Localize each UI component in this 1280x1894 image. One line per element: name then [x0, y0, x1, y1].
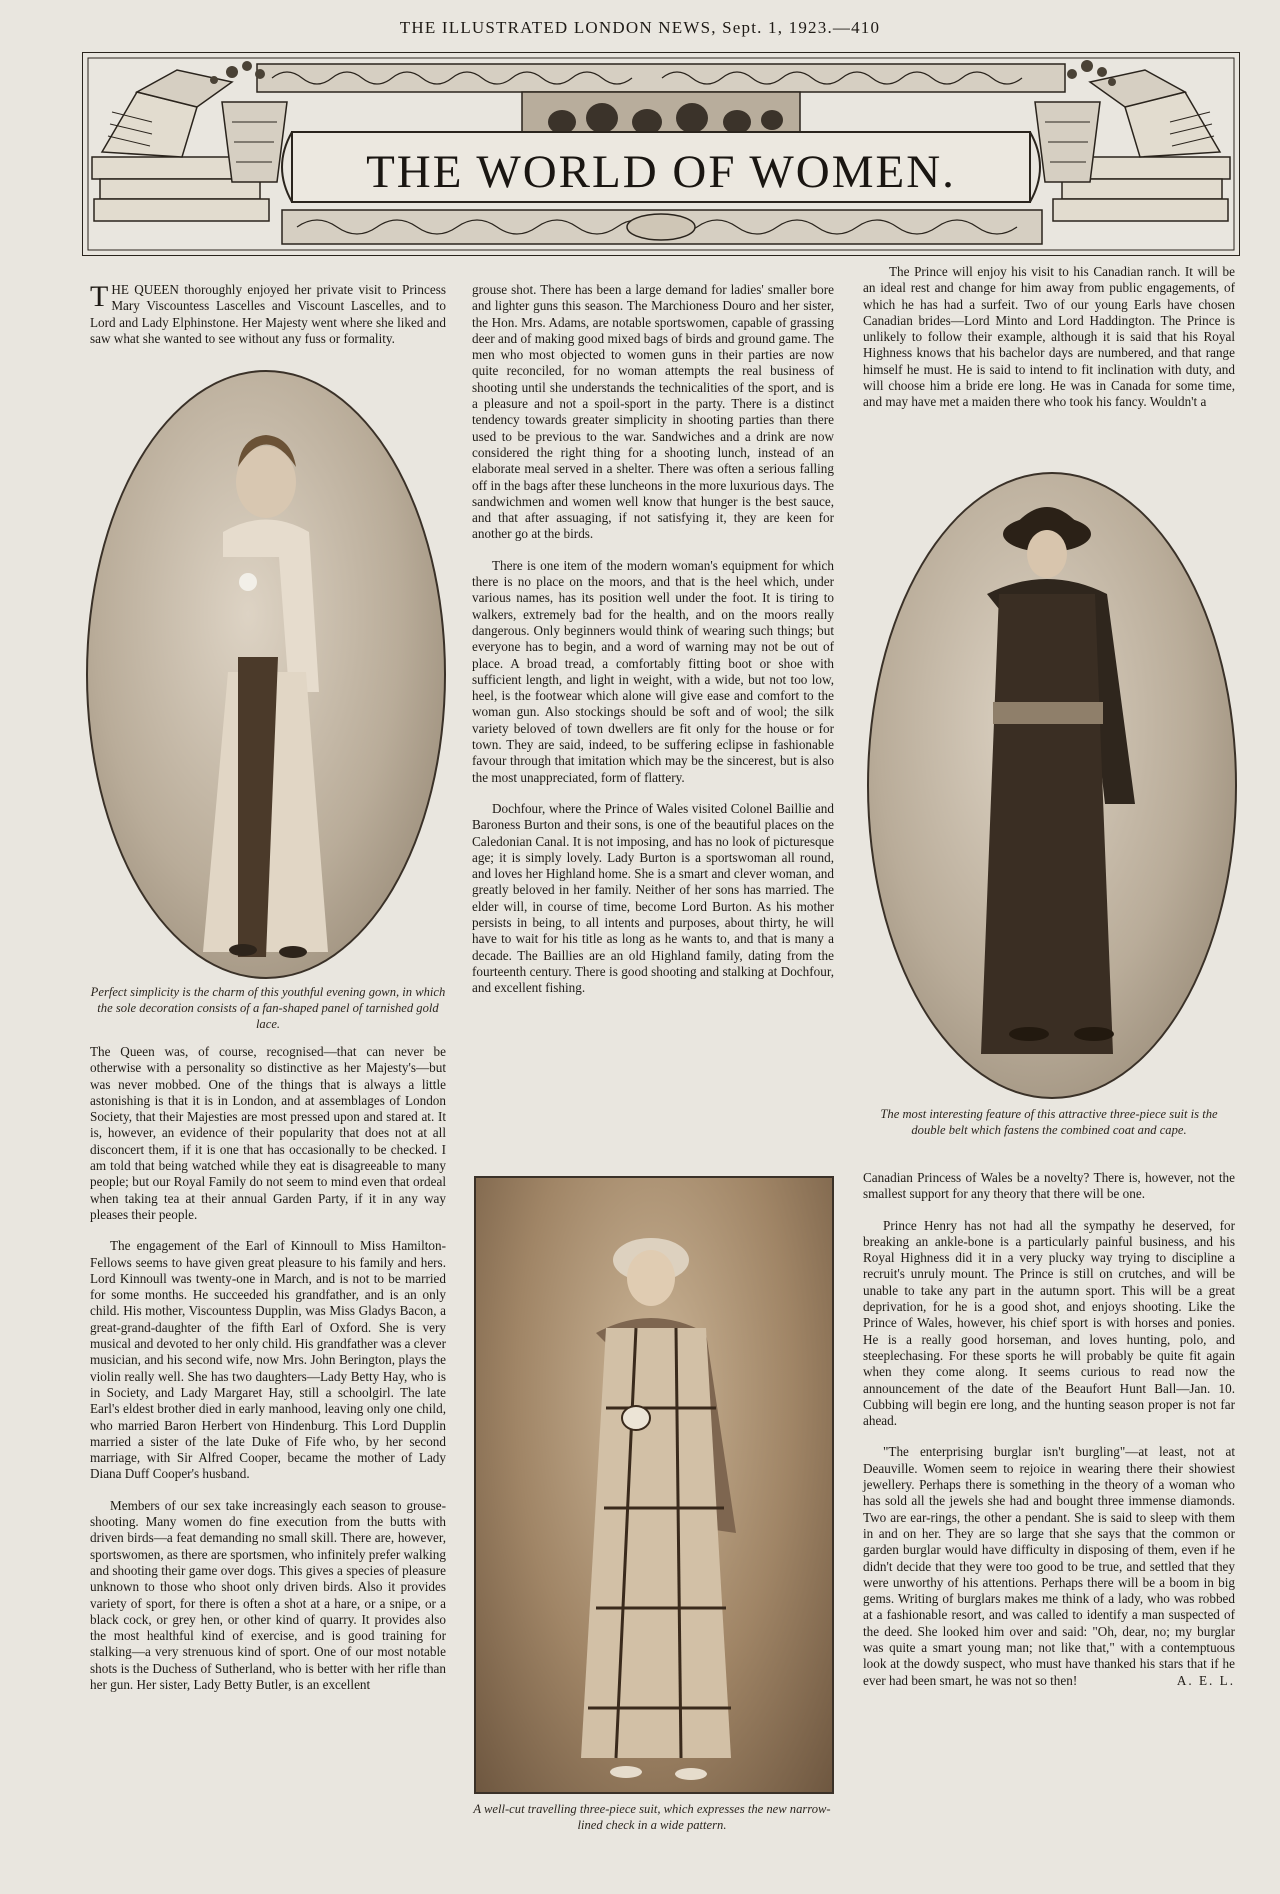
paragraph: The Prince will enjoy his visit to his Canadian ranch. It will be an ideal rest and change for him away from public engagements, of which he has had a surfeit. Two of our young Earls have chosen Canadian brides—Lord Minto and Lord Haddington. The Prince is unlikely to follow their example, although it is said that his Royal Highness knows that his bachelor days are numbered, and that range himself he must. He is said to intend to fit inclination with duty, and will choose him a bride ere long. He was in Canada for some time, and may have met a maiden there who took his fancy. Wouldn't a	[863, 264, 1235, 410]
column-2-body	[472, 282, 834, 1011]
photo-evening-gown	[86, 370, 446, 979]
photo-coat-cape-suit	[867, 472, 1237, 1099]
author-signoff: A. E. L.	[1176, 1672, 1235, 1688]
woman-in-coat-and-cape-image	[869, 474, 1235, 1097]
paragraph: Members of our sex take increasingly each season to grouse-shooting. Many women do fine execution from the butts with driven birds—a feat demanding no small skill. There are, however, sportswomen, as there are sportsmen, who infinitely prefer walking and shooting their game over dogs. This gives a species of pleasure unknown to those who shoot only driven birds. Also it provides variety of sport, for there is often a shot at a hare, or a snipe, or a black cock, or grey hen, or other kind of quarry. It provides also the most healthful kind of exercise, and is good training for stalking—a very strenuous kind of sport. One of our most notable shots is the Duchess of Sutherland, who is better with her rifle than her gun. Her sister, Lady Betty Butler, is an excellent	[90, 1497, 446, 1692]
running-head: THE ILLUSTRATED LONDON NEWS, Sept. 1, 1923.—410	[399, 18, 881, 37]
section-title: THE WORLD OF WOMEN.	[366, 146, 956, 198]
photo-travelling-suit	[474, 1176, 834, 1794]
paragraph: The Queen was, of course, recognised—that can never be otherwise with a personality so distinctive as her Majesty's—but was never mobbed. One of the things that is always a little astonishing is that it is in London, and at assemblages of London Society, that their Majesties are most pressed upon and stared at. It is, however, an evidence of their popularity that does not at all disconcert them, if it is one that has occasionally to be checked. I am told that being watched while they eat is disagreeable to many people; but our Royal Family do not seem to mind even that ordeal when taking tea at their annual Garden Party, if it in any way pleases their people.	[90, 1044, 446, 1222]
woman-in-check-suit-image	[476, 1178, 832, 1792]
column-1-body	[90, 1044, 446, 1708]
opening-paragraph: THE QUEEN thoroughly enjoyed her private visit to Princess Mary Viscountess Lascelles and Viscount Lascelles, and to Lord and Lady Elphinstone. Her Majesty went where she liked and saw what she wanted to see without any fuss or formality.	[90, 280, 446, 346]
paragraph: Prince Henry has not had all the sympathy he deserved, for breaking an ankle-bone is a particularly painful business, and his Royal Highness did it in a very plucky way trying to discipline a recruit's unruly mount. The Prince is still on crutches, and will be unable to take any part in the autumn sport. This will be a great deprivation, for he is a good shot, and enjoys shooting. Like the Prince of Wales, however, his chief sport is with horses and ponies. He is a really good horseman, and loves hunting, polo, and steeplechasing. For these sports he will probably be quite fit again when they come along. It seems curious to read now the announcement of the date of the Beaufort Hunt Ball—Jan. 10. Cubbing will begin ere long, and the hunting season proper is not far ahead.	[863, 1217, 1235, 1429]
caption-coat-cape-suit: The most interesting feature of this attractive three-piece suit is the double belt which fastens the combined coat and cape.	[880, 1107, 1218, 1137]
caption-travelling-suit: A well-cut travelling three-piece suit, which expresses the new narrow-lined check in a wide pattern.	[473, 1802, 831, 1832]
paragraph: "The enterprising burglar isn't burgling"—at least, not at Deauville. Women seem to rejoice in wearing there their showiest jewellery. Perhaps there is something in the theory of a woman who has sold all the jewels she had and bought three immense diamonds. Two are ear-rings, the other a pendant. She is said to sleep with them in and on her. They are so large that she says that the common or garden burglar would have difficulty in disposing of them, even if he didn't decide that they were too good to be true, and settled that they were unworthy of his attentions. Perhaps there will be a boom in big gems. Writing of burglars makes me think of a lady, who was robbed at a fashionable resort, and was called to identify a man suspected of the deed. She looked him over and said: "Oh, dear, no; my burglar was quite a smart young man; not like that," with a contemptuous look at the dowdy suspect, who must have thanked his stars that if he ever had been smart, he was not so then! A. E. L.	[863, 1444, 1235, 1688]
column-3-body	[863, 1170, 1235, 1704]
paragraph: Canadian Princess of Wales be a novelty? There is, however, not the smallest support for any theory that there will be one.	[863, 1170, 1235, 1202]
masthead-banner	[82, 52, 1240, 256]
caption-evening-gown: Perfect simplicity is the charm of this youthful evening gown, in which the sole decoration consists of a fan-shaped panel of tarnished gold lace.	[90, 985, 446, 1031]
paragraph: grouse shot. There has been a large demand for ladies' smaller bore and lighter guns this season. The Marchioness Douro and her sister, the Hon. Mrs. Adams, are notable sportswomen, capable of grassing deer and of making good mixed bags of birds and ground game. The men who most objected to women guns in their parties are now quite reconciled, for no woman attempts the real business of shooting until she understands the technicalities of the sport, and is a pleasure and not a spoil-sport in the party. There is a distinct tendency towards greater simplicity in shooting parties than there used to be previous to the war. Sandwiches and a drink are now considered the right thing for a shooting lunch, instead of an elaborate meal served in a shelter. There was often a serious falling off in the bags after these luncheons in the more luxurious days. The sandwichmen and women well know that hunger is the best sauce, and that after assuaging, if not satisfying it, they are keen for another go at the birds.	[472, 282, 834, 542]
paragraph: The engagement of the Earl of Kinnoull to Miss Hamilton-Fellows seems to have given great pleasure to his family and hers. Lord Kinnoull was twenty-one in March, and is not to be married for some months. He succeeded his grandfather, and is an only child. His mother, Viscountess Dupplin, was Miss Gladys Bacon, a great-grand-daughter of the fifth Earl of Oxford. She is very musical and devoted to her only child. His grandfather was a clever musician, and his second wife, now Mrs. John Berington, plays the violin really well. She has two daughters—Lady Betty Hay, who is in Society, and Lady Margaret Hay, still a schoolgirl. The late Earl's eldest brother died in early manhood, leaving only one child, who married Baron Herbert von Hindenburg. This Lord Dupplin married a sister of the late Duke of Fife who, by her second marriage, with Sir Alfred Cooper, became the mother of Lady Diana Duff Cooper's husband.	[90, 1238, 446, 1482]
column-3-top	[863, 264, 1235, 426]
drop-cap: T	[90, 280, 109, 313]
woman-in-evening-gown-image	[88, 372, 444, 977]
column-1-top	[90, 282, 446, 362]
paragraph: There is one item of the modern woman's equipment for which there is no place on the moors, and that is the heel which, under various names, has its position well under the foot. It is tiring to walkers, extremely bad for the health, and on the moors really dangerous. Only beginners would think of wearing such things; but everyone has to begin, and a word of warning may not be out of place. A broad tread, a comfortably fitting boot or shoe with sufficient length, and light in weight, with a wide, but not too low, heel, is the footwear which alone will give ease and comfort to the woman gun. Also stockings should be soft and of wool; the silk variety beloved of town dwellers are fit only for the house or for town. They are said, indeed, to be suffering eclipse in fashionable favour through that imitation which may be the sincerest, but is also the most unappreciated, form of flattery.	[472, 557, 834, 785]
paragraph: Dochfour, where the Prince of Wales visited Colonel Baillie and Baroness Burton and their sons, is one of the beautiful places on the Caledonian Canal. It is not imposing, and has no look of picturesque age; it is simply lovely. Lady Burton is a sportswoman all round, and loves her Highland home. She is a smart and clever woman, and greatly beloved in her family. Neither of her sons has married. The elder will, in course of time, become Lord Burton. As his mother persists in being, to all intents and purposes, about thirty, he will have to wait for his title as long as he wants to, and that is many a decade. The Baillies are an old Highland family, dating from the fourteenth century. There is good shooting and stalking at Dochfour, and excellent fishing.	[472, 800, 834, 996]
